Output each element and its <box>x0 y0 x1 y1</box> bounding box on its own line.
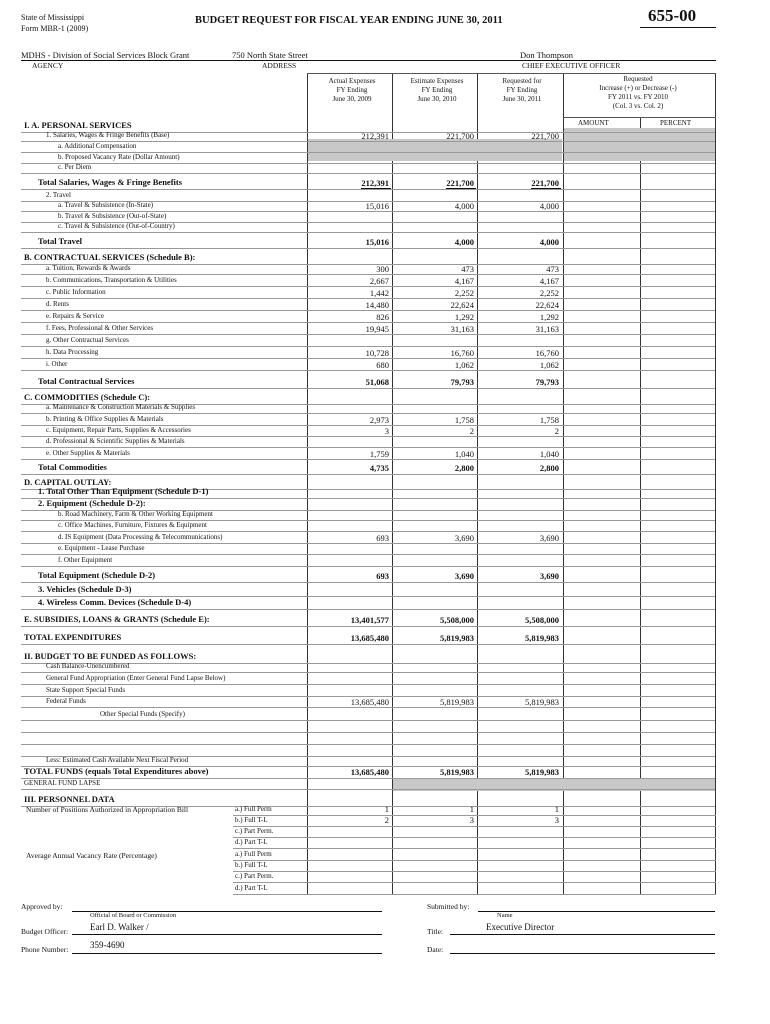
personnel-value: 1 <box>554 804 559 814</box>
row-value: 22,624 <box>450 300 474 310</box>
budget-officer-label: Budget Officer: <box>21 927 69 936</box>
row-value: 4,000 <box>454 237 474 247</box>
row-label: b. Travel & Subsistence (Out-of-State) <box>58 212 167 220</box>
row-value: 5,508,000 <box>525 615 559 625</box>
personnel-divider <box>233 826 716 827</box>
row-label: 2. Equipment (Schedule D-2): <box>38 498 146 508</box>
row-value: 2,973 <box>369 415 389 425</box>
row-divider <box>21 286 715 287</box>
code-underline <box>640 27 716 28</box>
col3-header <box>477 77 567 104</box>
form-number: Form MBR-1 (2009) <box>21 24 89 33</box>
row-divider <box>21 582 715 583</box>
row-value: 31,163 <box>535 324 559 334</box>
row-label: b. Road Machinery, Farm & Other Working Equipment <box>58 510 213 518</box>
row-divider <box>21 707 715 708</box>
row-label: Total Salaries, Wages & Fringe Benefits <box>38 177 183 187</box>
personnel-divider <box>233 860 716 861</box>
row-divider <box>21 531 715 532</box>
row-divider <box>21 274 715 275</box>
name-label: Name <box>497 912 513 919</box>
row-divider <box>21 644 715 645</box>
grid-top <box>307 73 716 74</box>
row-value: 221,700 <box>446 178 474 188</box>
row-value: 4,000 <box>539 201 559 211</box>
row-label: a. Travel & Subsistence (In-State) <box>58 201 154 209</box>
agency-name: MDHS - Division of Social Services Block Grant <box>21 50 190 60</box>
row-value: 4,167 <box>539 276 559 286</box>
row-divider <box>21 189 715 190</box>
row-label: 1. Salaries, Wages & Fringe Benefits (Base) <box>46 131 170 139</box>
grid-line <box>563 73 564 895</box>
row-value: 4,167 <box>454 276 474 286</box>
row-value: 212,391 <box>361 131 389 141</box>
row-label: III. PERSONNEL DATA <box>24 794 115 804</box>
row-value: 1,292 <box>454 312 474 322</box>
row-label: b. Printing & Office Supplies & Materials <box>46 415 164 423</box>
row-value: 5,819,983 <box>525 767 559 777</box>
ceo-label: CHIEF EXECUTIVE OFFICER <box>522 61 621 70</box>
date-line <box>450 953 715 954</box>
row-divider <box>21 322 715 323</box>
row-label: d. IS Equipment (Data Processing & Telecommunications) <box>58 533 223 541</box>
row-label: GENERAL FUND LAPSE <box>24 779 101 787</box>
state-name: State of Mississippi <box>21 13 85 22</box>
row-value: 5,819,983 <box>525 697 559 707</box>
row-label: Federal Funds <box>46 697 86 705</box>
row-divider <box>21 388 715 389</box>
phone-label: Phone Number: <box>21 945 69 954</box>
row-divider <box>21 474 715 475</box>
row-label: f. Other Equipment <box>58 556 113 564</box>
personnel-sub-label: c.) Part Perm. <box>235 872 274 880</box>
row-label: d. Rents <box>46 300 69 308</box>
row-label: a. Maintenance & Construction Materials & Supplies <box>46 403 196 411</box>
row-value: 79,793 <box>535 377 559 387</box>
col2-h3: June 30, 2010 <box>417 95 457 103</box>
row-value: 3,690 <box>539 571 559 581</box>
personnel-divider <box>233 871 716 872</box>
row-divider <box>21 370 715 371</box>
row-value: 1,040 <box>539 449 559 459</box>
personnel-sub-label: c.) Part Perm. <box>235 827 274 835</box>
personnel-value: 1 <box>384 804 389 814</box>
row-divider <box>21 626 715 627</box>
personnel-sub-label: b.) Full T-L <box>235 861 268 869</box>
row-label: 1. Total Other Than Equipment (Schedule D-1) <box>38 486 209 496</box>
row-value: 473 <box>461 264 474 274</box>
col3-h1: Requested for <box>502 77 542 85</box>
row-value: 51,068 <box>365 377 389 387</box>
row-value: 5,819,983 <box>525 633 559 643</box>
personnel-sub-label: d.) Part T-L <box>235 838 268 846</box>
row-value: 14,480 <box>365 300 389 310</box>
row-value: 5,819,983 <box>440 767 474 777</box>
row-value: 13,685,480 <box>350 767 389 777</box>
row-label: Total Commodities <box>38 462 107 472</box>
row-label: C. COMMODITIES (Schedule C): <box>24 392 151 402</box>
row-label: 3. Vehicles (Schedule D-3) <box>38 584 132 594</box>
row-divider <box>21 554 715 555</box>
grid-subhead <box>563 117 716 118</box>
row-value: 221,700 <box>531 178 559 188</box>
row-label: d. Professional & Scientific Supplies & Materials <box>46 437 185 445</box>
submitted-line <box>478 911 715 912</box>
shaded-cell <box>308 139 562 161</box>
row-divider <box>21 566 715 567</box>
col2-h2: FY Ending <box>421 86 453 94</box>
col4-h1: Requested <box>623 75 653 83</box>
row-value: 221,700 <box>446 131 474 141</box>
row-divider <box>21 778 715 779</box>
row-value: 16,760 <box>535 348 559 358</box>
row-value: 3,690 <box>454 571 474 581</box>
row-value: 473 <box>546 264 559 274</box>
personnel-value: 1 <box>469 804 474 814</box>
row-divider <box>21 732 715 733</box>
row-value: 1,759 <box>369 449 389 459</box>
row-value: 221,700 <box>531 131 559 141</box>
col1-h2: FY Ending <box>336 86 368 94</box>
row-value: 2 <box>554 426 559 436</box>
submitted-by-label: Submitted by: <box>427 902 470 911</box>
row-divider <box>21 298 715 299</box>
row-value: 5,819,983 <box>440 697 474 707</box>
col3-h3: June 30, 2011 <box>502 95 542 103</box>
row-divider <box>21 232 715 233</box>
personnel-sub-label: a.) Full Perm <box>235 850 272 858</box>
col2-header <box>392 77 482 104</box>
row-value: 4,000 <box>454 201 474 211</box>
row-value: 1,758 <box>539 415 559 425</box>
agency-code: 655-00 <box>648 6 697 25</box>
address-label: ADDRESS <box>262 61 297 70</box>
row-label: State Support Special Funds <box>46 686 126 694</box>
row-value: 300 <box>376 264 389 274</box>
col1-h1: Actual Expenses <box>328 77 376 85</box>
row-label: e. Repairs & Service <box>46 312 104 320</box>
budget-officer-name: Earl D. Walker / <box>90 922 149 932</box>
row-value: 2 <box>469 426 474 436</box>
row-divider <box>21 609 715 610</box>
ceo-name: Don Thompson <box>520 50 573 60</box>
row-value: 4,000 <box>539 237 559 247</box>
row-label: Other Special Funds (Specify) <box>100 710 185 718</box>
personnel-sub-label: b.) Full T-L <box>235 816 268 824</box>
row-label: E. SUBSIDIES, LOANS & GRANTS (Schedule E): <box>24 614 210 624</box>
row-divider <box>21 459 715 460</box>
row-divider <box>21 413 715 414</box>
title-value: Executive Director <box>486 922 555 932</box>
row-value: 22,624 <box>535 300 559 310</box>
personnel-value: 2 <box>384 815 389 825</box>
row-label: I. A. PERSONAL SERVICES <box>24 120 132 130</box>
col1-h3: June 30, 2009 <box>332 95 372 103</box>
title-label: Title: <box>427 927 443 936</box>
row-value: 1,292 <box>539 312 559 322</box>
personnel-divider <box>233 848 716 849</box>
personnel-divider <box>233 882 716 883</box>
personnel-sub-label: d.) Part T-L <box>235 884 268 892</box>
row-divider <box>21 173 715 174</box>
row-value: 693 <box>376 533 389 543</box>
budget-officer-line <box>72 934 382 935</box>
row-label: TOTAL FUNDS (equals Total Expenditures above) <box>24 766 209 776</box>
positions-label: Number of Positions Authorized in Appropriation Bill <box>26 805 189 814</box>
row-divider <box>21 720 715 721</box>
row-label: Total Contractual Services <box>38 376 135 386</box>
row-divider <box>21 310 715 311</box>
row-value: 15,016 <box>365 237 389 247</box>
row-divider <box>21 744 715 745</box>
row-value: 13,685,480 <box>350 633 389 643</box>
title-line <box>450 934 715 935</box>
row-value: 79,793 <box>450 377 474 387</box>
vacancy-label: Average Annual Vacancy Rate (Percentage) <box>26 851 157 860</box>
personnel-divider <box>233 894 716 895</box>
row-value: 1,442 <box>369 288 389 298</box>
col4-h3: FY 2011 vs. FY 2010 <box>607 93 669 101</box>
personnel-divider <box>233 815 716 816</box>
row-divider <box>21 358 715 359</box>
row-value: 212,391 <box>361 178 389 188</box>
row-value: 31,163 <box>450 324 474 334</box>
row-divider <box>21 334 715 335</box>
amount-header: AMOUNT <box>578 119 609 127</box>
row-label: e. Equipment - Lease Purchase <box>58 544 145 552</box>
phone-value: 359-4690 <box>90 940 125 950</box>
row-label: Cash Balance-Unencumbered <box>46 662 130 670</box>
official-label: Official of Board or Commission <box>90 912 177 919</box>
row-label: c. Per Diem <box>58 163 92 171</box>
row-label: General Fund Appropriation (Enter General Fund Lapse Below) <box>46 674 226 682</box>
row-value: 19,945 <box>365 324 389 334</box>
row-label: c. Travel & Subsistence (Out-of-Country) <box>58 222 175 230</box>
grid-line <box>715 73 716 895</box>
page-title: BUDGET REQUEST FOR FISCAL YEAR ENDING JUNE 30, 2011 <box>195 15 503 26</box>
row-label: h. Data Processing <box>46 348 99 356</box>
row-label: b. Communications, Transportation & Utilities <box>46 276 177 284</box>
row-value: 5,508,000 <box>440 615 474 625</box>
row-value: 826 <box>376 312 389 322</box>
row-label: II. BUDGET TO BE FUNDED AS FOLLOWS: <box>24 651 197 661</box>
row-label: c. Office Machines, Furniture, Fixtures & Equipment <box>58 521 207 529</box>
personnel-divider <box>233 837 716 838</box>
row-value: 4,735 <box>369 463 389 473</box>
row-value: 2,252 <box>454 288 474 298</box>
row-divider <box>21 447 715 448</box>
personnel-sub-label: a.) Full Perm <box>235 805 272 813</box>
row-label: 4. Wireless Comm. Devices (Schedule D-4) <box>38 597 192 607</box>
row-label: D. CAPITAL OUTLAY: <box>24 477 112 487</box>
row-value: 680 <box>376 360 389 370</box>
row-label: e. Other Supplies & Materials <box>46 449 130 457</box>
row-value: 1,062 <box>539 360 559 370</box>
row-label: Total Travel <box>38 236 82 246</box>
row-value: 3,690 <box>454 533 474 543</box>
row-label: c. Equipment, Repair Parts, Supplies & Accessories <box>46 426 191 434</box>
col4-h4: (Col. 3 vs. Col. 2) <box>612 102 664 110</box>
row-label: a. Tuition, Rewards & Awards <box>46 264 131 272</box>
row-value: 16,760 <box>450 348 474 358</box>
col2-h1: Estimate Expenses <box>410 77 464 85</box>
row-value: 13,685,480 <box>350 697 389 707</box>
row-value: 693 <box>376 571 389 581</box>
row-divider <box>21 789 715 790</box>
row-label: B. CONTRACTUAL SERVICES (Schedule B): <box>24 252 196 262</box>
row-value: 3,690 <box>539 533 559 543</box>
row-value: 13,401,577 <box>350 615 389 625</box>
agency-address: 750 North State Street <box>232 50 308 60</box>
row-label: 2. Travel <box>46 191 71 199</box>
phone-line <box>72 953 382 954</box>
row-label: b. Proposed Vacancy Rate (Dollar Amount) <box>58 153 180 161</box>
row-divider <box>21 163 715 164</box>
col3-h2: FY Ending <box>506 86 538 94</box>
row-value: 1,062 <box>454 360 474 370</box>
date-label: Date: <box>427 945 444 954</box>
row-value: 2,800 <box>539 463 559 473</box>
personnel-value: 3 <box>554 815 559 825</box>
row-value: 2,667 <box>369 276 389 286</box>
col4-h2: Increase (+) or Decrease (-) <box>599 84 677 92</box>
row-divider <box>21 248 715 249</box>
row-label: c. Public Information <box>46 288 106 296</box>
personnel-value: 3 <box>469 815 474 825</box>
row-value: 15,016 <box>365 201 389 211</box>
row-label: f. Fees, Professional & Other Services <box>46 324 154 332</box>
row-value: 2,800 <box>454 463 474 473</box>
row-value: 5,819,983 <box>440 633 474 643</box>
col4-header <box>563 75 713 111</box>
row-label: Less: Estimated Cash Available Next Fiscal Period <box>46 756 189 764</box>
row-label: g. Other Contractual Services <box>46 336 129 344</box>
row-value: 1,758 <box>454 415 474 425</box>
row-label: Total Equipment (Schedule D-2) <box>38 570 156 580</box>
row-divider <box>21 346 715 347</box>
approved-by-label: Approved by: <box>21 902 63 911</box>
row-value: 10,728 <box>365 348 389 358</box>
row-label: TOTAL EXPENDITURES <box>24 632 122 642</box>
col1-header <box>307 77 397 104</box>
row-value: 3 <box>384 426 389 436</box>
row-divider <box>21 672 715 673</box>
row-label: i. Other <box>46 360 68 368</box>
row-value: 1,040 <box>454 449 474 459</box>
row-value: 2,252 <box>539 288 559 298</box>
agency-label: AGENCY <box>32 61 64 70</box>
state-label <box>21 12 88 34</box>
row-label: a. Additional Compensation <box>58 142 137 150</box>
percent-header: PERCENT <box>660 119 692 127</box>
row-divider <box>21 684 715 685</box>
